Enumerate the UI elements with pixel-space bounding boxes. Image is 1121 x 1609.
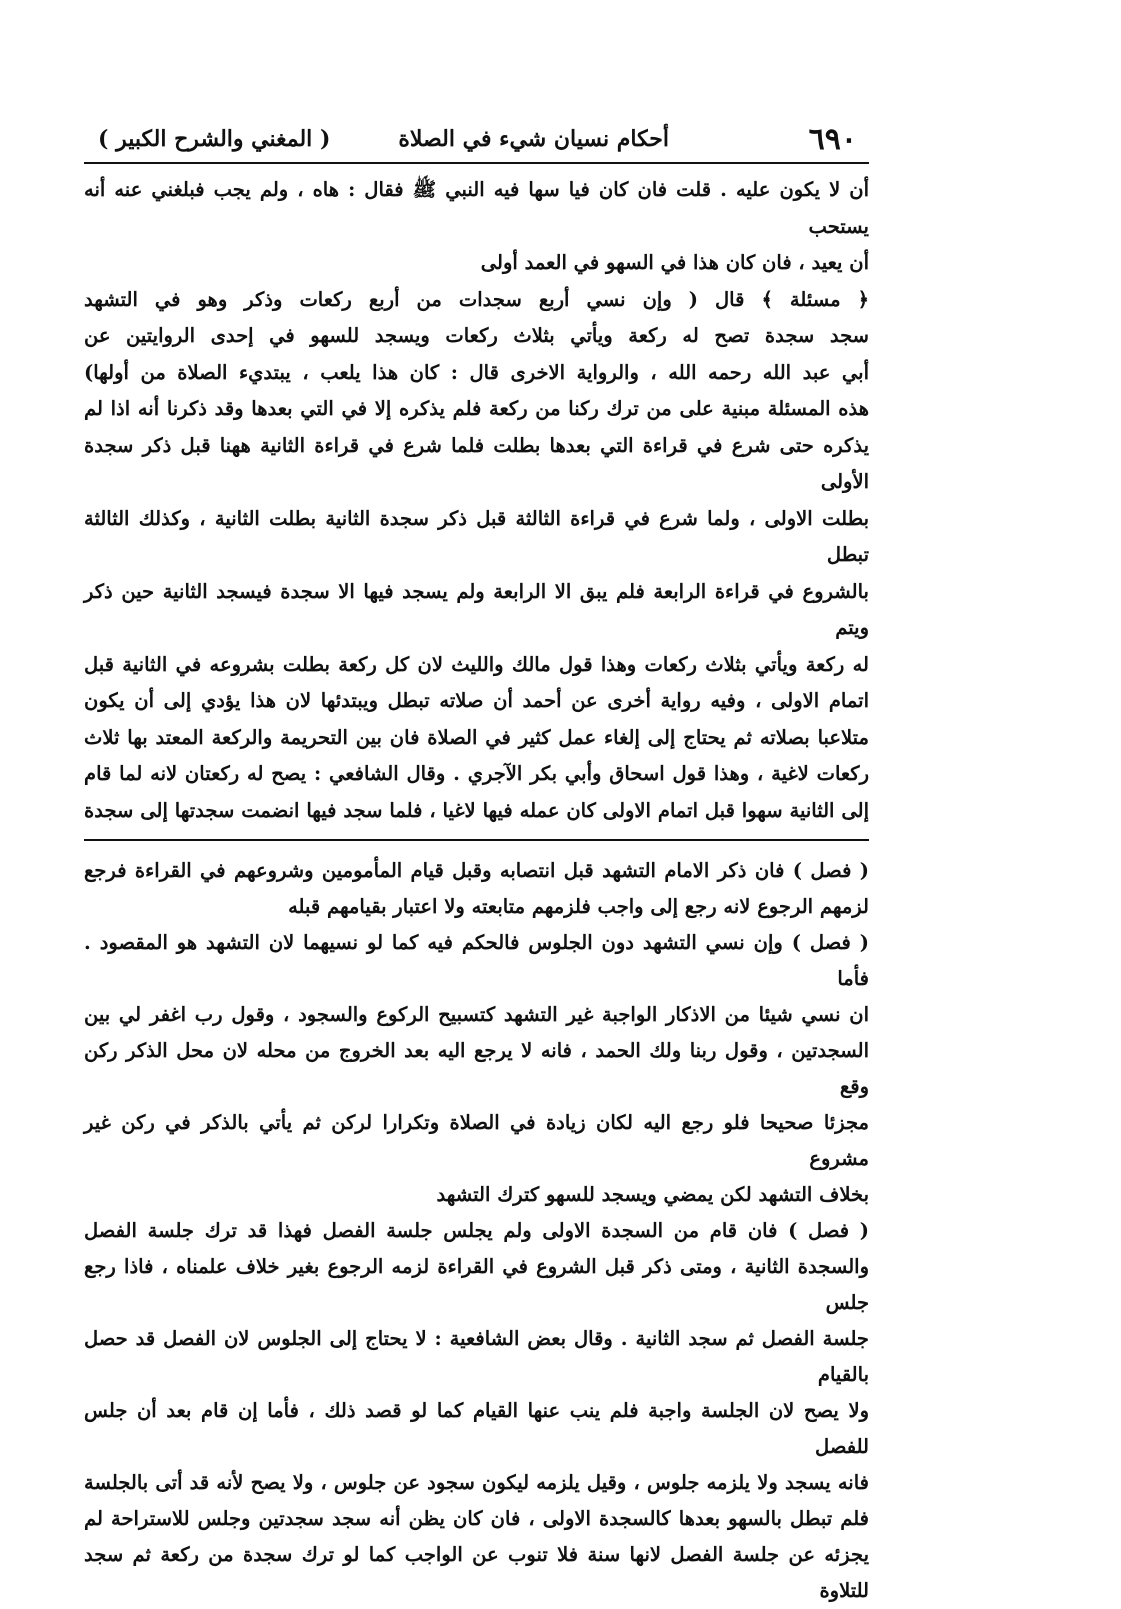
text-line: ( فصل ) فان ذكر الامام التشهد قبل انتصابه وقبل قيام المأمومين وشروعهم في القراءة فرجع xyxy=(84,859,869,882)
text-line: أن يعيد ، فان كان هذا في السهو في العمد أولى xyxy=(480,251,869,274)
text-line: ( فصل ) فان قام من السجدة الاولى ولم يجلس جلسة الفصل فهذا قد ترك جلسة الفصل xyxy=(84,1219,869,1242)
main-text xyxy=(84,172,869,829)
text-line: فلم تبطل بالسهو بعدها كالسجدة الاولى ، فان كان يظن أنه سجد سجدتين وجلس للاستراحة لم xyxy=(84,1507,869,1530)
text-line: لزمهم الرجوع لانه رجع إلى واجب فلزمهم متابعته ولا اعتبار بقيامهم قبله xyxy=(288,895,869,918)
text-line: فانه يسجد ولا يلزمه جلوس ، وقيل يلزمه ليكون سجود عن جلوس ، ولا يصح لأنه قد أتى بالجلسة xyxy=(84,1471,869,1494)
text-line: جلسة الفصل ثم سجد الثانية . وقال بعض الشافعية : لا يحتاج إلى الجلوس لان الفصل قد حصل بالقيام xyxy=(84,1327,869,1386)
text-line: ﴿ مسئلة ﴾ قال ( وإن نسي أربع سجدات من أربع ركعات وذكر وهو في التشهد xyxy=(84,287,869,311)
text-line: ان نسي شيئا من الاذكار الواجبة غير التشهد كتسبيح الركوع والسجود ، وقول رب اغفر لي بين xyxy=(84,1003,869,1026)
commentary-text xyxy=(84,853,869,1609)
text-line: أن لا يكون عليه . قلت فان كان فيا سها فيه النبي ﷺ فقال : هاه ، ولم يجب فبلغني عنه أنه يستحب xyxy=(84,178,869,238)
text-line: ولا يصح لان الجلسة واجبة فلم ينب عنها القيام كما لو قصد ذلك ، فأما إن قام بعد أن جلس للفصل xyxy=(84,1399,869,1458)
text-line: أبي عبد الله رحمه الله ، والرواية الاخرى قال : كان هذا يلعب ، يبتديء الصلاة من أولها) xyxy=(84,360,869,384)
text-line: ( فصل ) وإن نسي التشهد دون الجلوس فالحكم فيه كما لو نسيهما لان التشهد هو المقصود . فأما xyxy=(84,931,869,990)
text-line: إلى الثانية سهوا قبل اتمام الاولى كان عمله فيها لاغيا ، فلما سجد فيها انضمت سجدتها إلى سجدة xyxy=(84,798,869,822)
text-line: يذكره حتى شرع في قراءة التي بعدها بطلت فلما شرع في قراءة الثانية ههنا قبل ذكر سجدة الأولى xyxy=(84,433,869,493)
text-line: هذه المسئلة مبنية على من ترك ركنا من ركعة فلم يذكره إلا في التي بعدها وقد ذكرنا أنه اذا لم xyxy=(84,397,869,420)
text-line: اتمام الاولى ، وفيه رواية أخرى عن أحمد أن صلاته تبطل ويبتدئها لان هذا يؤدي إلى أن يكون xyxy=(84,689,869,712)
section-divider xyxy=(84,839,869,841)
book-title: ( المغني والشرح الكبير ) xyxy=(98,126,331,152)
text-line: والسجدة الثانية ، ومتى ذكر قبل الشروع في القراءة لزمه الرجوع بغير خلاف علمناه ، فاذا رجع جلس xyxy=(84,1255,869,1314)
text-line: يجزئه عن جلسة الفصل لانها سنة فلا تنوب عن الواجب كما لو ترك سجدة من ركعة ثم سجد للتلاوة xyxy=(84,1543,869,1602)
text-line: بخلاف التشهد لكن يمضي ويسجد للسهو كترك التشهد xyxy=(436,1183,869,1206)
text-line: سجد سجدة تصح له ركعة ويأتي بثلاث ركعات ويسجد للسهو في إحدى الروايتين عن xyxy=(84,324,869,347)
text-line: مجزئا صحيحا فلو رجع اليه لكان زيادة في الصلاة وتكرارا لركن ثم يأتي بالذكر في ركن غير مشروع xyxy=(84,1111,869,1170)
page-number: ٦٩٠ xyxy=(808,122,857,157)
running-title: أحكام نسيان شيء في الصلاة xyxy=(398,126,669,152)
text-line: السجدتين ، وقول ربنا ولك الحمد ، فانه لا يرجع اليه بعد الخروج من محله لان محل الذكر ركن وقع xyxy=(84,1039,869,1098)
page xyxy=(84,118,869,1609)
page-header xyxy=(84,118,869,164)
text-line: متلاعبا بصلاته ثم يحتاج إلى إلغاء عمل كثير في الصلاة فان بين التحريمة والركعة المعتد بها ثلاث xyxy=(84,725,869,749)
text-line: له ركعة ويأتي بثلاث ركعات وهذا قول مالك والليث لان كل ركعة بطلت بشروعه في الثانية قبل xyxy=(84,652,869,676)
text-line: ركعات لاغية ، وهذا قول اسحاق وأبي بكر الآجري . وقال الشافعي : يصح له ركعتان لانه لما قام xyxy=(84,762,869,785)
text-line: بالشروع في قراءة الرابعة فلم يبق الا الرابعة ولم يسجد فيها الا سجدة فيسجد الثانية حين ذكر ويتم xyxy=(84,579,869,639)
text-line: بطلت الاولى ، ولما شرع في قراءة الثالثة قبل ذكر سجدة الثانية بطلت الثانية ، وكذلك الثالثة تبطل xyxy=(84,506,869,566)
